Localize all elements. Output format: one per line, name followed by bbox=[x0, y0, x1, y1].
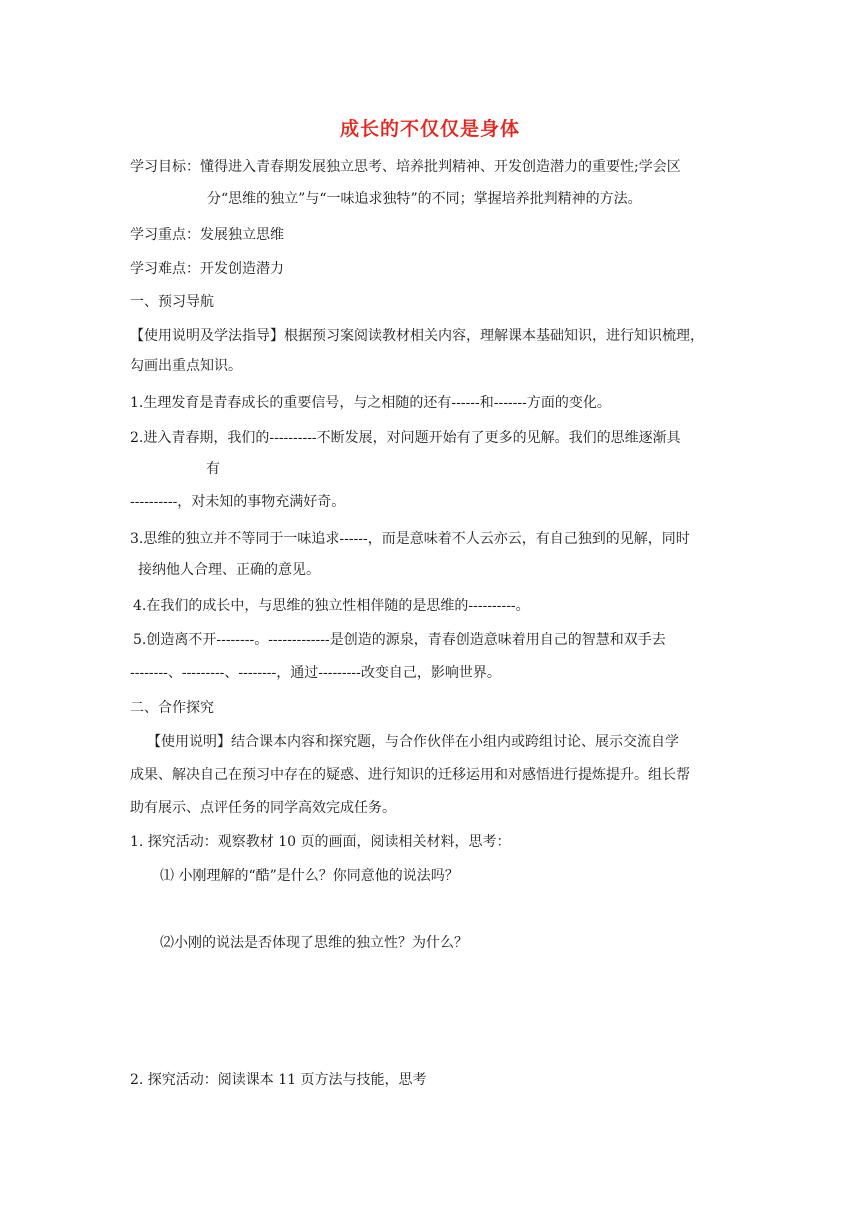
preview-item-5-line-2: --------、---------、--------，通过---------改变自己，影响世界。 bbox=[130, 665, 501, 681]
preview-item-4: 4.在我们的成长中，与思维的独立性相伴随的是思维的----------。 bbox=[133, 598, 530, 614]
preview-item-3-line-1: 3.思维的独立并不等同于一味追求------，而是意味着不人云亦云，有自己独到的见解，同时 bbox=[130, 531, 690, 547]
usage-instructions-line-3: 助有展示、点评任务的同学高效完成任务。 bbox=[130, 800, 396, 816]
difficulty: 学习难点：开发创造潜力 bbox=[130, 261, 284, 277]
objectives-line-1: 学习目标：懂得进入青春期发展独立思考、培养批判精神、开发创造潜力的重要性;学会区 bbox=[130, 159, 681, 175]
activity-1-question-1: ⑴ 小刚理解的“酷”是什么？你同意他的说法吗？ bbox=[160, 868, 459, 884]
usage-guide-line-1: 【使用说明及学法指导】根据预习案阅读教材相关内容，理解课本基础知识，进行知识梳理， bbox=[130, 328, 704, 344]
preview-item-3-line-2: 接纳他人合理、正确的意见。 bbox=[138, 562, 320, 578]
document-title: 成长的不仅仅是身体 bbox=[339, 118, 520, 140]
usage-guide-line-2: 勾画出重点知识。 bbox=[130, 358, 242, 374]
usage-instructions-line-1: 【使用说明】结合课本内容和探究题，与合作伙伴在小组内或跨组讨论、展示交流自学 bbox=[147, 734, 679, 750]
activity-2: 2. 探究活动：阅读课本 11 页方法与技能，思考 bbox=[130, 1072, 427, 1088]
objectives-line-2: 分“思维的独立”与“一味追求独特”的不同；掌握培养批判精神的方法。 bbox=[207, 191, 642, 207]
preview-item-1: 1.生理发育是青春成长的重要信号，与之相随的还有------和-------方面的变化。 bbox=[130, 395, 611, 411]
preview-item-2-line-1: 2.进入青春期，我们的----------不断发展，对问题开始有了更多的见解。我们的思维逐渐具 bbox=[130, 430, 681, 446]
preview-item-5-line-1: 5.创造离不开--------。-------------是创造的源泉，青春创造意味着用自己的智慧和双手去 bbox=[133, 632, 666, 648]
section-heading-preview: 一、预习导航 bbox=[130, 294, 214, 310]
preview-item-2-line-2: 有 bbox=[206, 461, 220, 477]
section-heading-cooperation: 二、合作探究 bbox=[130, 700, 214, 716]
activity-1: 1. 探究活动：观察教材 10 页的画面，阅读相关材料，思考： bbox=[130, 834, 511, 850]
preview-item-2-line-3: ----------，对未知的事物充满好奇。 bbox=[130, 494, 346, 510]
activity-1-question-2: ⑵小刚的说法是否体现了思维的独立性？为什么？ bbox=[160, 935, 468, 951]
key-point: 学习重点：发展独立思维 bbox=[130, 227, 284, 243]
usage-instructions-line-2: 成果、解决自己在预习中存在的疑惑、进行知识的迁移运用和对感悟进行提炼提升。组长帮 bbox=[130, 767, 690, 783]
